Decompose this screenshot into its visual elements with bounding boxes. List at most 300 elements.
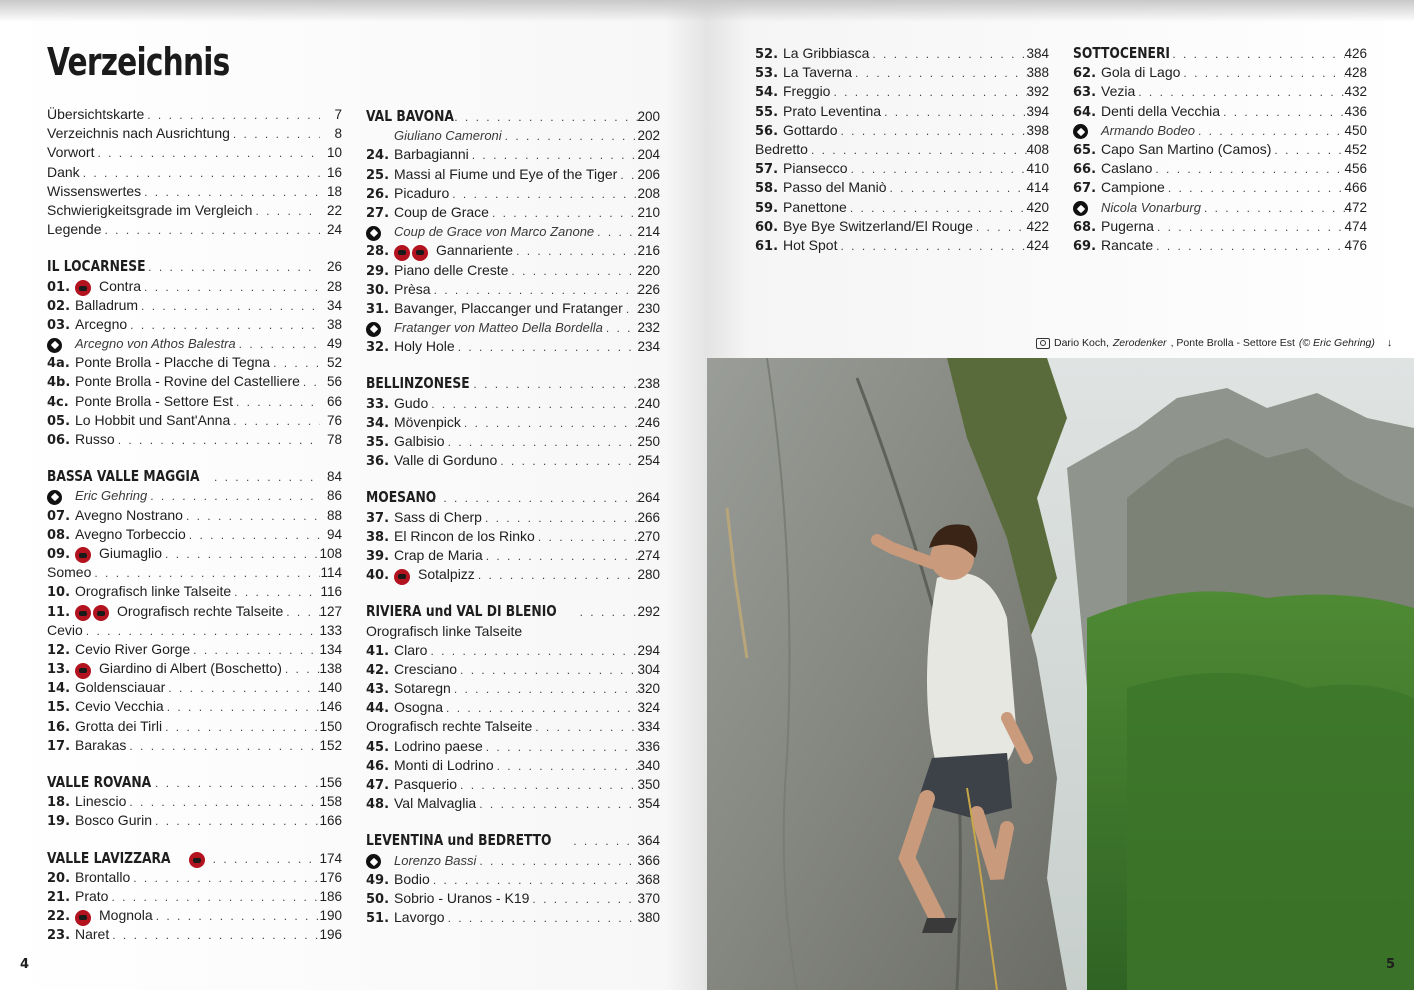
toc-entry-lead	[1073, 102, 1345, 122]
leader-dots	[511, 262, 638, 281]
toc-entry[interactable]	[47, 621, 342, 640]
toc-entry[interactable]	[47, 486, 342, 505]
portrait-icon	[47, 490, 62, 505]
toc-entry[interactable]	[1073, 236, 1367, 255]
toc-entry[interactable]	[755, 63, 1049, 82]
toc-entry[interactable]	[366, 889, 660, 908]
toc-entry[interactable]	[47, 163, 342, 182]
page-shadow	[0, 0, 1414, 22]
toc-section-heading[interactable]	[366, 831, 660, 850]
toc-entry[interactable]	[47, 563, 342, 582]
toc-entry[interactable]	[47, 182, 342, 201]
toc-entry-lead	[47, 220, 320, 240]
toc-page-number: 166	[319, 813, 342, 829]
toc-entry-number: 18.	[47, 795, 71, 811]
toc-page-number: 410	[1026, 161, 1049, 177]
leader-dots	[454, 680, 638, 699]
toc-entry-name: Capo San Martino (Camos)	[1101, 140, 1272, 157]
leader-dots	[479, 795, 638, 814]
toc-entry-lead	[1073, 44, 1345, 64]
toc-entry[interactable]	[755, 198, 1049, 217]
leader-dots	[148, 258, 320, 277]
toc-entry[interactable]	[47, 201, 342, 220]
leader-dots	[454, 108, 638, 127]
toc-section-heading[interactable]	[47, 467, 342, 486]
toc-entry[interactable]	[366, 737, 660, 756]
leader-dots	[855, 64, 1027, 83]
toc-page-number: 158	[319, 794, 342, 810]
toc-entry[interactable]	[755, 236, 1049, 255]
toc-entry[interactable]	[47, 717, 342, 736]
toc-entry-lead	[366, 698, 638, 718]
toc-entry[interactable]	[366, 222, 660, 241]
toc-entry-lead	[47, 257, 320, 277]
bouldering-flag-icon	[75, 663, 91, 679]
toc-entry-lead	[366, 908, 638, 928]
toc-entry-name: La Gribbiasca	[783, 45, 870, 61]
toc-entry[interactable]	[47, 792, 342, 811]
toc-entry-number: 57.	[755, 162, 779, 178]
toc-entry[interactable]	[366, 660, 660, 679]
toc-entry-name: Campione	[1101, 179, 1165, 196]
toc-entry[interactable]	[755, 217, 1049, 236]
leader-dots	[234, 583, 320, 602]
toc-entry-name: Arcegno von Athos Balestra	[75, 336, 236, 352]
toc-entry-name: Osogna	[394, 699, 444, 716]
toc-entry[interactable]	[755, 178, 1049, 197]
toc-entry[interactable]	[366, 565, 660, 584]
toc-entry[interactable]	[366, 184, 660, 203]
section-title: RIVIERA und VAL DI BLENIO	[366, 602, 557, 621]
toc-entry[interactable]	[366, 641, 660, 660]
toc-section-heading[interactable]	[366, 374, 660, 393]
leader-dots	[430, 642, 638, 661]
toc-entry-name: Monti di Lodrino	[394, 756, 494, 773]
toc-entry-lead	[366, 641, 638, 661]
toc-entry[interactable]	[366, 508, 660, 527]
toc-entry[interactable]	[47, 296, 342, 315]
toc-entry[interactable]	[755, 159, 1049, 178]
leader-dots	[433, 871, 638, 890]
toc-entry-lead	[47, 201, 320, 221]
toc-entry[interactable]	[366, 126, 660, 145]
bouldering-flag-icon	[75, 910, 91, 926]
toc-entry-name: Valle di Gorduno	[394, 452, 498, 469]
toc-section-heading[interactable]	[47, 257, 342, 276]
icon-slot	[47, 338, 75, 353]
toc-entry-name: Legende	[47, 221, 102, 238]
toc-entry-name: Crap de Maria	[394, 546, 483, 563]
toc-entry[interactable]	[366, 413, 660, 432]
toc-entry-number: 23.	[47, 928, 71, 944]
toc-entry[interactable]	[366, 394, 660, 413]
toc-entry[interactable]	[366, 546, 660, 565]
toc-entry-name: Cevio Vecchia	[75, 698, 164, 715]
toc-entry-name: Linescio	[75, 793, 127, 810]
toc-page-number: 16	[326, 164, 342, 180]
toc-entry[interactable]	[47, 411, 342, 430]
toc-entry[interactable]	[366, 451, 660, 470]
toc-entry[interactable]	[47, 372, 342, 391]
toc-entry-number: 13.	[47, 662, 71, 678]
toc-entry[interactable]	[47, 811, 342, 830]
toc-entry[interactable]	[47, 525, 342, 544]
toc-entry-lead	[366, 602, 638, 622]
section-title: VAL BAVONA	[366, 107, 454, 125]
toc-entry-lead	[47, 849, 320, 869]
toc-page-number: 108	[319, 545, 342, 561]
toc-entry-lead	[366, 222, 638, 242]
toc-entry-name: Giumaglio	[99, 544, 163, 561]
toc-entry-lead	[366, 280, 638, 300]
toc-entry-lead	[47, 697, 320, 717]
toc-page-number: 200	[637, 109, 660, 124]
toc-entry[interactable]	[47, 105, 342, 124]
toc-entry-lead	[1073, 63, 1345, 83]
toc-entry-number: 05.	[47, 413, 71, 429]
toc-entry-number: 42.	[366, 662, 390, 678]
toc-entry-number: 11.	[47, 604, 71, 620]
toc-entry-number: 38.	[366, 529, 390, 545]
leader-dots	[538, 528, 638, 547]
leader-dots	[1198, 122, 1345, 141]
toc-entry-name: Gudo	[394, 394, 429, 411]
toc-entry-name: Bodio	[394, 870, 430, 887]
toc-page-number: 380	[637, 910, 660, 926]
toc-entry[interactable]	[366, 280, 660, 299]
toc-entry-lead	[755, 217, 1027, 237]
toc-entry-lead	[755, 121, 1027, 141]
toc-entry-lead	[366, 413, 638, 433]
toc-page-number: 76	[326, 412, 342, 428]
toc-entry-name: Pugerna	[1101, 217, 1154, 234]
toc-entry-name: Lo Hobbit und Sant'Anna	[75, 411, 231, 428]
toc-page-number: 208	[637, 185, 660, 201]
toc-page-number: 24	[326, 222, 342, 238]
toc-page-number: 366	[637, 852, 660, 868]
toc-page-number: 156	[319, 775, 342, 790]
toc-entry[interactable]	[366, 261, 660, 280]
toc-entry[interactable]	[366, 851, 660, 870]
toc-entry-lead	[366, 622, 638, 641]
toc-entry[interactable]	[1073, 198, 1367, 217]
toc-entry-number: 26.	[366, 186, 390, 202]
toc-entry-name: Brontallo	[75, 868, 131, 885]
leader-dots	[811, 141, 1027, 160]
toc-entry-name: Balladrum	[75, 296, 139, 313]
bouldering-flag-icon	[75, 605, 91, 621]
toc-page-number: 28	[326, 278, 342, 294]
toc-page-number: 246	[637, 414, 660, 430]
toc-entry[interactable]	[366, 794, 660, 813]
toc-entry[interactable]	[366, 337, 660, 356]
section-title: VALLE ROVANA	[47, 773, 152, 791]
toc-page-number: 140	[319, 680, 342, 696]
toc-entry[interactable]	[47, 220, 342, 239]
toc-entry-number: 68.	[1073, 219, 1097, 235]
toc-column-4	[1073, 44, 1367, 255]
toc-entry[interactable]	[47, 544, 342, 563]
toc-page-number: 280	[637, 567, 660, 583]
toc-page-number: 190	[319, 908, 342, 924]
toc-entry-lead	[366, 451, 638, 471]
toc-entry[interactable]	[366, 165, 660, 184]
toc-entry[interactable]	[366, 145, 660, 164]
toc-section-heading[interactable]	[1073, 44, 1367, 63]
toc-page-number: 450	[1344, 122, 1367, 138]
toc-entry[interactable]	[47, 277, 342, 296]
toc-page-number: 370	[637, 890, 660, 906]
leader-dots	[840, 122, 1027, 141]
toc-entry-number: 27.	[366, 205, 390, 221]
toc-entry-number: 33.	[366, 396, 390, 412]
toc-entry[interactable]	[47, 124, 342, 143]
toc-entry[interactable]	[47, 736, 342, 755]
toc-page-number: 472	[1344, 199, 1367, 215]
toc-entry-lead	[47, 525, 320, 545]
toc-entry[interactable]	[1073, 121, 1367, 140]
toc-entry-number: 64.	[1073, 104, 1097, 120]
leader-dots	[472, 146, 638, 165]
toc-entry-lead	[366, 241, 638, 261]
toc-entry[interactable]	[366, 432, 660, 451]
toc-entry-number: 40.	[366, 568, 390, 584]
toc-entry[interactable]	[755, 82, 1049, 101]
leader-dots	[452, 185, 638, 204]
leader-dots	[86, 622, 320, 641]
toc-entry[interactable]	[755, 121, 1049, 140]
toc-section-heading[interactable]	[366, 602, 660, 621]
toc-entry[interactable]	[1073, 102, 1367, 121]
leader-dots	[273, 354, 320, 373]
toc-entry-lead	[1073, 198, 1345, 218]
toc-entry[interactable]	[366, 203, 660, 222]
toc-entry-number: 41.	[366, 643, 390, 659]
leader-dots	[833, 83, 1027, 102]
toc-entry[interactable]	[366, 717, 660, 736]
toc-entry-name: Nicola Vonarburg	[1101, 199, 1201, 215]
toc-entry-lead	[366, 660, 638, 680]
toc-entry[interactable]	[366, 908, 660, 927]
toc-entry[interactable]	[366, 698, 660, 717]
toc-entry[interactable]	[47, 868, 342, 887]
toc-column-2	[366, 107, 660, 927]
toc-entry-name: Goldensciauar	[75, 679, 166, 696]
leader-dots	[213, 850, 320, 869]
toc-entry-number: 45.	[366, 739, 390, 755]
leader-dots	[1168, 179, 1345, 198]
toc-entry[interactable]	[366, 527, 660, 546]
flag-icons	[394, 245, 428, 261]
camera-icon	[1036, 338, 1050, 349]
toc-entry-lead	[755, 140, 1027, 160]
toc-entry[interactable]	[47, 315, 342, 334]
leader-dots	[165, 545, 320, 564]
leader-dots	[872, 45, 1027, 64]
toc-entry-lead	[366, 546, 638, 566]
toc-entry-number: 02.	[47, 298, 71, 314]
toc-page-number: 226	[637, 281, 660, 297]
toc-entry-name: Cevio River Gorge	[75, 640, 191, 657]
toc-entry[interactable]	[47, 640, 342, 659]
portrait-icon	[47, 338, 62, 353]
toc-entry-number: 10.	[47, 585, 71, 601]
leader-dots	[303, 373, 320, 392]
toc-entry[interactable]	[366, 870, 660, 889]
leader-dots	[233, 125, 320, 144]
toc-entry[interactable]	[47, 678, 342, 697]
toc-entry-number: 53.	[755, 66, 779, 82]
leader-dots	[446, 699, 638, 718]
toc-entry[interactable]	[366, 622, 660, 641]
toc-entry-number: 67.	[1073, 181, 1097, 197]
toc-entry[interactable]	[1073, 140, 1367, 159]
toc-entry[interactable]	[47, 925, 342, 944]
toc-entry-lead	[366, 851, 638, 871]
toc-page-number: 392	[1026, 84, 1049, 100]
toc-entry-number: 24.	[366, 148, 390, 164]
toc-entry[interactable]	[366, 299, 660, 318]
toc-entry-lead	[47, 392, 320, 412]
toc-entry[interactable]	[755, 140, 1049, 159]
toc-entry[interactable]	[47, 430, 342, 449]
toc-entry[interactable]	[366, 318, 660, 337]
toc-page-number: 394	[1026, 103, 1049, 119]
flag-icons	[75, 910, 91, 926]
leader-dots	[129, 793, 320, 812]
toc-entry[interactable]	[47, 392, 342, 411]
toc-entry-number: 61.	[755, 238, 779, 254]
toc-entry[interactable]	[47, 582, 342, 601]
toc-entry-name: Giuliano Cameroni	[394, 128, 502, 144]
toc-entry-lead	[47, 906, 320, 926]
toc-entry-name: Picaduro	[394, 184, 450, 201]
toc-page-number: 127	[319, 603, 342, 619]
toc-entry[interactable]	[1073, 178, 1367, 197]
toc-entry-name: Piansecco	[783, 160, 848, 177]
toc-entry-lead	[47, 315, 320, 335]
toc-entry[interactable]	[47, 506, 342, 525]
toc-entry-number: 46.	[366, 758, 390, 774]
toc-entry-number: 21.	[47, 889, 71, 905]
portrait-icon	[366, 854, 381, 869]
toc-entry-lead	[755, 159, 1027, 179]
toc-entry-name: Denti della Vecchia	[1101, 102, 1221, 119]
toc-section-heading[interactable]	[366, 107, 660, 126]
toc-entry-name: Freggio	[783, 83, 831, 100]
toc-page-number: 216	[637, 243, 660, 259]
toc-entry-number: 08.	[47, 527, 71, 543]
toc-entry[interactable]	[47, 906, 342, 925]
toc-entry-name: Schwierigkeitsgrade im Vergleich	[47, 201, 253, 218]
toc-entry[interactable]	[47, 602, 342, 621]
toc-entry-number: 20.	[47, 870, 71, 886]
bouldering-flag-icon	[394, 569, 410, 585]
toc-section-heading[interactable]	[366, 488, 660, 507]
toc-entry-name: Claro	[394, 641, 428, 658]
toc-entry[interactable]	[755, 102, 1049, 121]
toc-entry[interactable]	[47, 334, 342, 353]
leader-dots	[94, 564, 320, 583]
leader-dots	[580, 603, 638, 622]
toc-entry-lead	[366, 126, 638, 146]
section-title: VALLE LAVIZZARA	[47, 848, 171, 867]
leader-dots	[500, 452, 638, 471]
toc-entry-lead	[47, 467, 320, 487]
toc-entry-lead	[366, 775, 638, 795]
toc-page-number: 202	[637, 128, 660, 144]
toc-page-number: 10	[326, 145, 342, 161]
toc-entry-lead	[47, 124, 320, 144]
leader-dots	[129, 737, 320, 756]
toc-section-heading[interactable]	[47, 849, 342, 868]
toc-entry-number: 35.	[366, 435, 390, 450]
toc-entry-name: Lodrino paese	[394, 737, 483, 754]
toc-entry-lead	[47, 163, 320, 183]
toc-page-number: 250	[637, 434, 660, 449]
toc-entry[interactable]	[366, 679, 660, 698]
caption-credit: (© Eric Gehring)	[1298, 337, 1375, 349]
toc-entry-lead	[47, 544, 320, 564]
toc-entry[interactable]	[366, 756, 660, 775]
toc-entry-number: 66.	[1073, 162, 1097, 178]
toc-entry[interactable]	[1073, 63, 1367, 82]
toc-page-number: 254	[637, 453, 660, 469]
toc-page-number: 466	[1344, 180, 1367, 196]
toc-entry-name: Coup de Grace	[394, 203, 489, 220]
leader-dots	[236, 393, 320, 412]
toc-entry[interactable]	[366, 241, 660, 260]
toc-entry-lead	[755, 198, 1027, 218]
leader-dots	[460, 661, 638, 680]
toc-section-heading[interactable]	[47, 773, 342, 792]
toc-entry[interactable]	[47, 659, 342, 678]
toc-entry[interactable]	[47, 143, 342, 162]
toc-entry[interactable]	[1073, 82, 1367, 101]
toc-page-number: 94	[326, 526, 342, 542]
toc-entry-number: 62.	[1073, 66, 1097, 82]
toc-entry-number: 4a.	[47, 356, 70, 372]
toc-entry[interactable]	[47, 697, 342, 716]
toc-entry-name: Panettone	[783, 198, 847, 215]
toc-entry[interactable]	[755, 44, 1049, 63]
toc-page-number: 234	[637, 339, 660, 355]
toc-entry[interactable]	[47, 353, 342, 372]
toc-page-number: 294	[637, 642, 660, 658]
toc-page-number: 49	[326, 336, 342, 352]
toc-entry-lead	[47, 506, 320, 526]
toc-entry-name: Caslano	[1101, 160, 1153, 177]
toc-page-number: 324	[637, 700, 660, 716]
leader-dots	[884, 103, 1027, 122]
toc-entry-name: Barbagianni	[394, 146, 469, 163]
toc-entry-lead	[366, 508, 638, 528]
toc-entry[interactable]	[1073, 217, 1367, 236]
toc-entry[interactable]	[47, 887, 342, 906]
toc-entry-name: Cevio	[47, 621, 83, 638]
leader-dots	[1204, 199, 1345, 218]
leader-dots	[620, 166, 638, 185]
leader-dots	[492, 204, 638, 223]
toc-entry-number: 06.	[47, 433, 71, 448]
toc-page-number: 138	[319, 661, 342, 677]
toc-entry-name: Ponte Brolla - Placche di Tegna	[75, 354, 271, 371]
section-title: BELLINZONESE	[366, 374, 470, 393]
toc-entry-lead	[47, 868, 320, 888]
toc-entry-name: Barakas	[75, 736, 127, 753]
toc-entry[interactable]	[366, 775, 660, 794]
toc-entry[interactable]	[1073, 159, 1367, 178]
